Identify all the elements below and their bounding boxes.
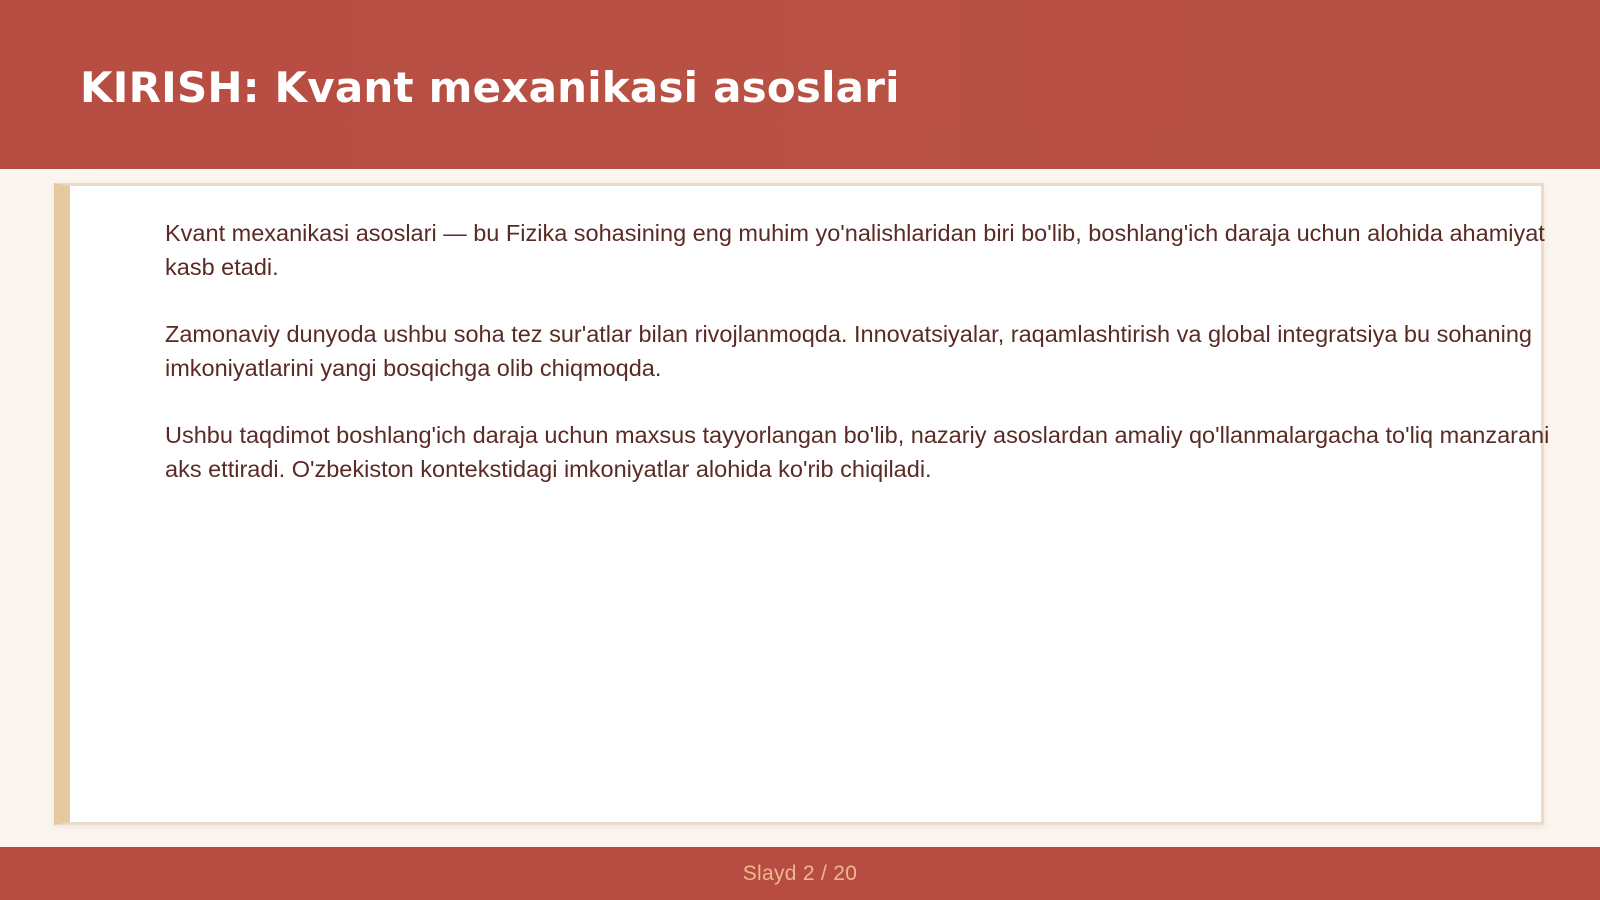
slide-title: KIRISH: Kvant mexanikasi asoslari [80, 63, 900, 112]
content-card [54, 183, 1550, 825]
paragraph-presentation-purpose: Ushbu taqdimot boshlang'ich daraja uchun maxsus tayyorlangan bo'lib, nazariy asoslardan amaliy qo'llanmalargacha to'liq manzarani aks ettiradi. O'zbekiston kontekstidagi imkoniyatlar alohida ko'rib chiqiladi. [165, 422, 1550, 482]
paragraph-modern-world: Zamonaviy dunyoda ushbu soha tez sur'atlar bilan rivojlanmoqda. Innovatsiyalar, raqamlashtirish va global integratsiya bu sohaning imkoniyatlarini yangi bosqichga olib chiqmoqda. [165, 321, 1532, 381]
paragraph-intro: Kvant mexanikasi asoslari — bu Fizika sohasining eng muhim yo'nalishlaridan biri bo'lib, boshlang'ich daraja uchun alohida ahamiyat kasb etadi. [165, 220, 1545, 280]
content-body [165, 216, 1555, 519]
slide-header [0, 0, 1600, 169]
slide-footer [0, 847, 1600, 900]
slide-counter: Slayd 2 / 20 [742, 861, 858, 885]
